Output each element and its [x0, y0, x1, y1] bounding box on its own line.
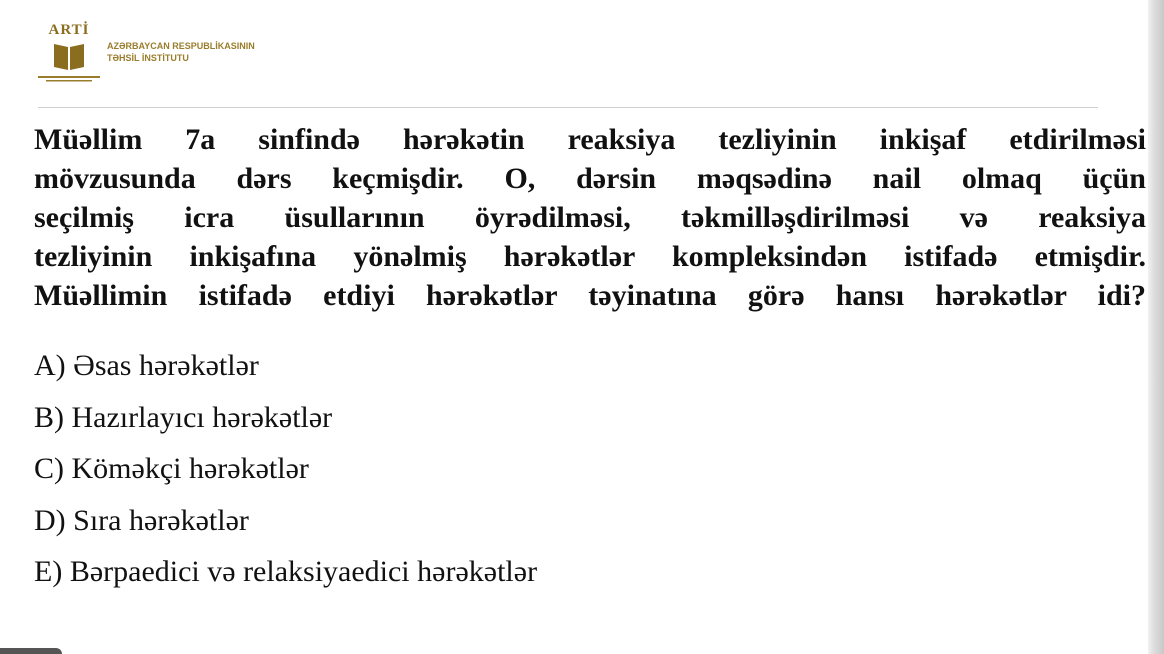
header-divider	[38, 107, 1098, 108]
question-line: mövzusunda dərs keçmişdir. O, dərsin məqsədinə nail olmaq üçün	[34, 162, 1146, 195]
book-icon	[38, 40, 104, 82]
option-e[interactable]: E) Bərpaedici və relaksiyaedici hərəkətlər	[34, 555, 538, 588]
option-a[interactable]: A) Əsas hərəkətlər	[34, 349, 259, 382]
question-line: tezliyinin inkişafına yönəlmiş hərəkətlər kompleksindən istifadə etmişdir.	[34, 240, 1146, 273]
institute-logo	[38, 22, 104, 82]
option-c[interactable]: C) Köməkçi hərəkətlər	[34, 452, 309, 485]
question-line: Müəllim 7a sinfində hərəkətin reaksiya tezliyinin inkişaf etdirilməsi	[34, 123, 1146, 156]
question-text	[34, 120, 1146, 315]
logo-text: ARTİ	[48, 22, 90, 38]
window-edge	[1148, 0, 1164, 654]
org-name-line1: AZƏRBAYCAN RESPUBLİKASININ	[107, 41, 255, 51]
option-b[interactable]: B) Hazırlayıcı hərəkətlər	[34, 400, 333, 434]
corner-tab	[0, 648, 62, 654]
question-line: seçilmiş icra üsullarının öyrədilməsi, təkmilləşdirilməsi və reaksiya	[34, 201, 1146, 234]
org-name-line2: TƏHSİL İNSTİTUTU	[107, 53, 189, 63]
org-name	[107, 40, 255, 64]
answer-options	[34, 340, 537, 598]
option-d[interactable]: D) Sıra hərəkətlər	[34, 503, 249, 537]
question-line: Müəllimin istifadə etdiyi hərəkətlər təyinatına görə hansı hərəkətlər idi?	[34, 279, 1146, 312]
